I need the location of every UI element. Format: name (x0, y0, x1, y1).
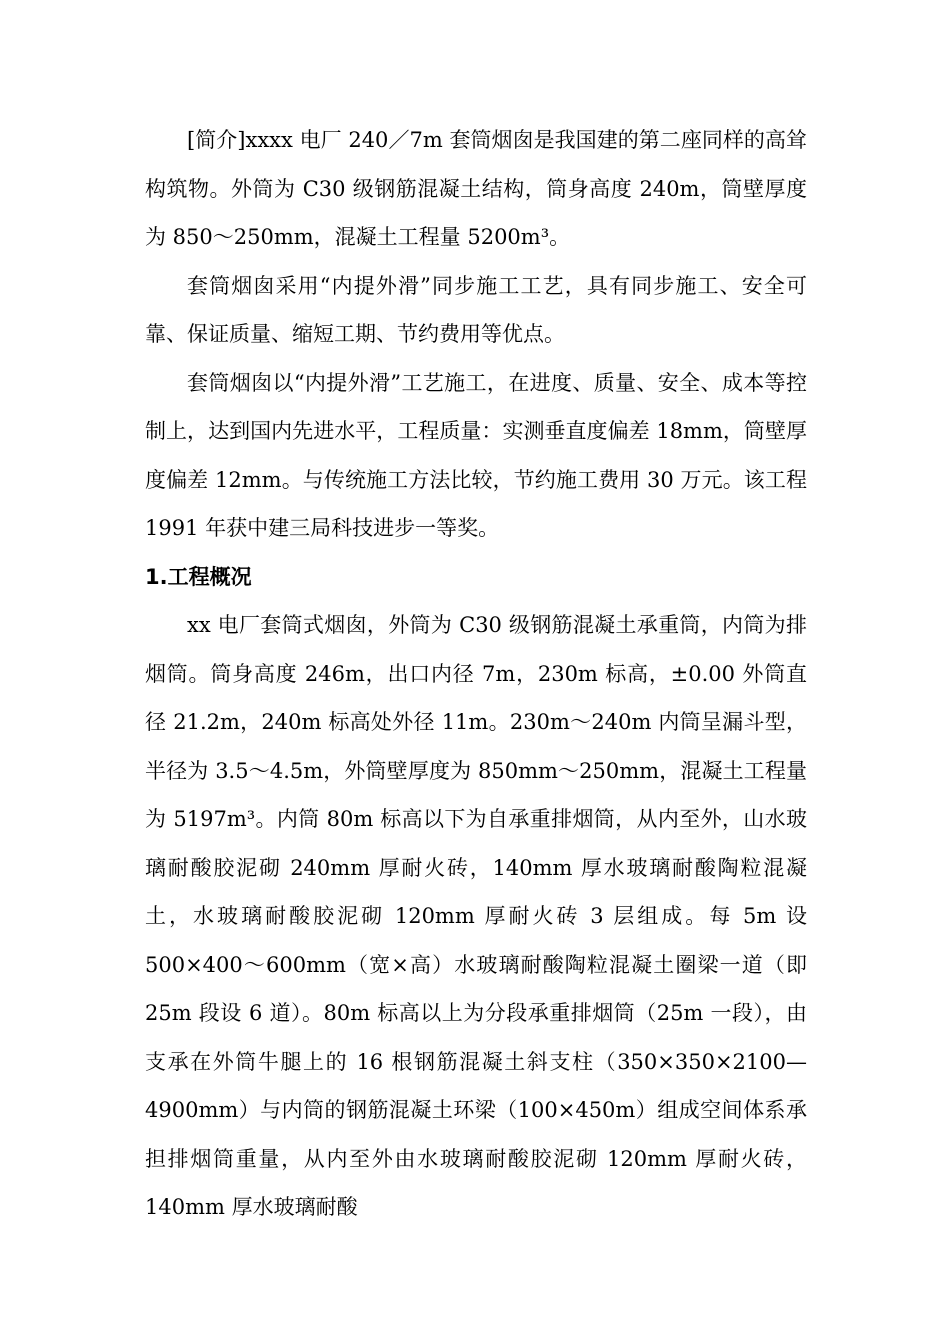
section-heading: 1.工程概况 (145, 564, 252, 589)
method-paragraph: 套筒烟囱采用“内提外滑”同步施工工艺，具有同步施工、安全可靠、保证质量、缩短工期、节约费用等优点。 (145, 273, 807, 346)
result-paragraph: 套筒烟囱以“内提外滑”工艺施工，在进度、质量、安全、成本等控制上，达到国内先进水平，工程质量：实测垂直度偏差 18mm，筒壁厚度偏差 12mm。与传统施工方法比较，节约施工费用 30 万元。该工程 1991 年获中建三局科技进步一等奖。 (145, 370, 807, 540)
overview-paragraph: xx 电厂套筒式烟囱，外筒为 C30 级钢筋混凝土承重筒，内筒为排烟筒。筒身高度 246m，出口内径 7m，230m 标高，±0.00 外筒直径 21.2m，240m 标高处外径 11m。230m～240m 内筒呈漏斗型，半径为 3.5～4.5m，外筒壁厚度为 850mm～250mm，混凝土工程量为 5197m³。内筒 80m 标高以下为自承重排烟筒，从内至外，山水玻璃耐酸胶泥砌 240mm 厚耐火砖，140mm 厚水玻璃耐酸陶粒混凝土，水玻璃耐酸胶泥砌 120mm 厚耐火砖 3 层组成。每 5m 设 500×400～600mm（宽×高）水玻璃耐酸陶粒混凝土圈梁一道（即 25m 段设 6 道）。80m 标高以上为分段承重排烟筒（25m 一段），由支承在外筒牛腿上的 16 根钢筋混凝土斜支柱（350×350×2100—4900mm）与内筒的钢筋混凝土环梁（100×450m）组成空间体系承担排烟筒重量，从内至外由水玻璃耐酸胶泥砌 120mm 厚耐火砖，140mm 厚水玻璃耐酸 (145, 613, 807, 1219)
document-body (145, 116, 807, 1232)
intro-paragraph: [简介]xxxx 电厂 240／7m 套筒烟囱是我国建的第二座同样的高耸构筑物。外筒为 C30 级钢筋混凝土结构，筒身高度 240m，筒壁厚度为 850～250mm，混凝土工程量 5200m³。 (145, 128, 807, 249)
